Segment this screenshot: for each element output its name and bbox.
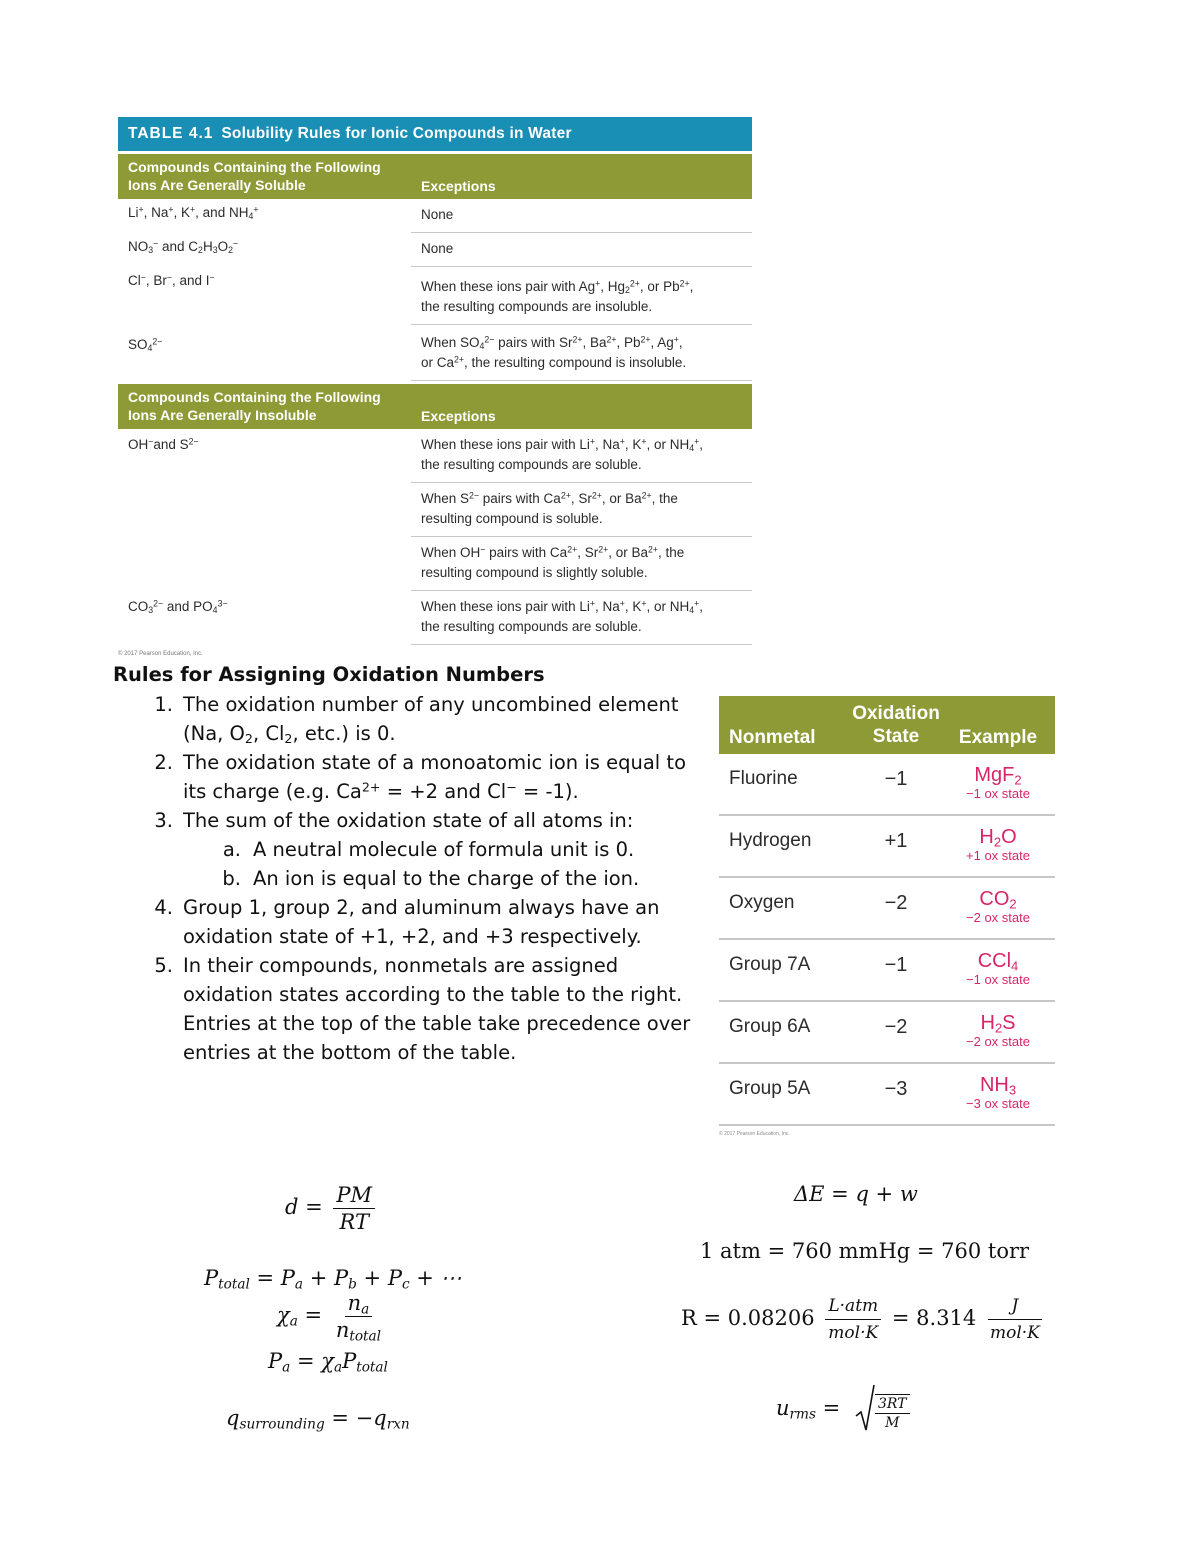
example-formula <box>941 888 1055 910</box>
sub-letter: b. <box>222 867 241 890</box>
table-row <box>118 591 752 645</box>
numerator: L·atm <box>825 1293 881 1320</box>
example-formula <box>941 764 1055 786</box>
nonmetal-name: Oxygen <box>729 892 795 913</box>
oxidation-state: −2 <box>884 1016 908 1038</box>
rule-text: The oxidation state of a monoatomic ion is equal to its charge (e.g. $Ca^{2+} = +2$ and Cl− = -1). <box>183 751 687 803</box>
formula-part: NH <box>979 1074 1009 1096</box>
rule-5-line: In their compounds, nonmetals are assigned <box>183 954 619 977</box>
ion-cell: $NO_3^-$ and $C_2H_3O_2^-$ <box>128 238 239 256</box>
nonmetal-name: Group 6A <box>729 1016 811 1037</box>
table-row <box>719 756 1055 816</box>
formula-part: CO <box>979 888 1010 910</box>
oxidation-state: +1 <box>884 830 908 852</box>
copyright-note: © 2017 Pearson Education, Inc. <box>719 1131 790 1137</box>
insoluble-header-line1: Compounds Containing the Following <box>128 389 381 405</box>
ion-cell: $CO_3^{2-}$ and $PO_4^{3-}$ <box>128 598 228 616</box>
table-row <box>719 880 1055 940</box>
rule-number: 2. <box>154 751 173 774</box>
table-title <box>118 117 752 151</box>
exception-cell: When these ions pair with Li+, Na+, K+, or $NH_4^+$, the resulting compounds are soluble. <box>411 591 752 645</box>
header-example: Example <box>958 727 1038 748</box>
exceptions-header: Exceptions <box>421 178 496 194</box>
example-cell <box>941 880 1055 938</box>
header-oxidation: Oxidation <box>852 703 940 724</box>
example-cell <box>941 942 1055 1000</box>
rms-speed-equation: $u_{rms}$ = $\frac{3RT}{M}$ <box>776 1384 910 1432</box>
exceptions-header: Exceptions <box>421 408 496 424</box>
ox-state-note: −1 ox state <box>966 786 1030 801</box>
ox-state-note: −2 ox state <box>966 1034 1030 1049</box>
soluble-header-line2: Ions Are Generally Soluble <box>128 177 306 193</box>
rule-text <box>183 893 703 951</box>
numerator: J <box>988 1293 1042 1320</box>
copyright-note: © 2017 Pearson Education, Inc. <box>118 651 203 657</box>
formula-part: H <box>980 1012 995 1034</box>
exception-cell: When these ions pair with Li+, Na+, K+, or $NH_4^+$, the resulting compounds are soluble. <box>411 429 752 483</box>
table-row <box>719 1066 1055 1126</box>
rule-5-line: Entries at the top of the table take precedence over <box>183 1012 691 1035</box>
formula-part: MgF <box>974 764 1015 786</box>
denominator: RT <box>339 1210 369 1234</box>
fraction <box>987 1293 1043 1346</box>
r-lhs: R = 0.08206 <box>681 1306 815 1330</box>
nonmetal-name: Fluorine <box>729 768 798 789</box>
density-equation <box>285 1182 379 1235</box>
rule-text: An ion is equal to the charge of the ion. <box>253 867 640 890</box>
example-formula <box>941 1012 1055 1034</box>
example-cell <box>941 756 1055 814</box>
rule-1-part: (Na, O <box>183 722 245 745</box>
formula-subscript: 2 <box>994 1020 1003 1036</box>
rule-5-line: entries at the bottom of the table. <box>183 1041 517 1064</box>
numerator: PM <box>333 1182 375 1209</box>
rule-1-part: , Cl <box>252 722 285 745</box>
rule-1-line1: The oxidation number of any uncombined element <box>183 693 679 716</box>
ox-state-note: −2 ox state <box>966 910 1030 925</box>
table-row <box>719 818 1055 878</box>
oxidation-state: −1 <box>884 768 908 790</box>
soluble-section-header <box>118 154 752 199</box>
formula-part: CCl <box>977 950 1012 972</box>
rule-4-line2: oxidation state of +1, +2, and +3 respectively. <box>183 925 642 948</box>
formula-part: H <box>979 826 994 848</box>
rule-number: 1. <box>154 693 173 716</box>
rule-2-part: = +2 and Cl <box>380 780 507 803</box>
list-item <box>113 864 703 893</box>
rules-title: Rules for Assigning Oxidation Numbers <box>113 663 545 686</box>
fraction <box>825 1293 881 1346</box>
table-number: TABLE 4.1 <box>128 125 214 142</box>
insoluble-header-line2: Ions Are Generally Insoluble <box>128 407 317 423</box>
list-item <box>113 806 703 835</box>
fraction: $\frac{n_a}{n_{total}}$ <box>335 1291 382 1345</box>
formula-part: O <box>1001 826 1017 848</box>
formula-subscript: 2 <box>1009 896 1017 912</box>
oxidation-state: −1 <box>884 954 908 976</box>
rule-text: A neutral molecule of formula unit is 0. <box>253 838 635 861</box>
exception-cell: When $SO_4^{2-}$ pairs with $Sr^{2+}$, $Ba^{2+}$, $Pb^{2+}$, Ag+, or $Ca^{2+}$, the resulting compound is insoluble. <box>411 325 752 381</box>
header-nonmetal: Nonmetal <box>729 727 816 748</box>
table-row <box>719 1004 1055 1064</box>
ox-state-note: +1 ox state <box>966 848 1030 863</box>
rule-4-line1: Group 1, group 2, and aluminum always have an <box>183 896 660 919</box>
partial-pressure-equation: $P_a = \chi_aP_{total}$ <box>268 1349 388 1376</box>
denominator: mol·K <box>828 1323 879 1343</box>
formula-subscript: 3 <box>1008 1082 1017 1098</box>
insoluble-section-header <box>118 384 752 429</box>
soluble-header-line1: Compounds Containing the Following <box>128 159 381 175</box>
table-row <box>118 233 752 267</box>
density-lhs: d = <box>285 1195 323 1219</box>
example-formula <box>941 1074 1055 1096</box>
header-oxidation-state <box>851 696 941 754</box>
ion-cell: Li+, Na+, K+, and $NH_4^+$ <box>128 204 259 222</box>
ion-cell: Cl−, Br−, and I− <box>128 272 215 288</box>
rule-2-part: its charge (e.g. Ca <box>183 780 362 803</box>
nonmetal-name: Hydrogen <box>729 830 812 851</box>
sub-letter: a. <box>222 838 241 861</box>
table-row <box>118 199 752 233</box>
rule-text: The oxidation number of any uncombined element (Na, $O_2$, $Cl_2$, etc.) is 0. <box>183 693 679 747</box>
oxidation-state: −3 <box>884 1078 908 1100</box>
formula-subscript: 4 <box>1011 958 1019 974</box>
mole-fraction-equation: $\chi_a$ = $\frac{n_a}{n_{total}}$ <box>277 1290 388 1343</box>
r-mid: = 8.314 <box>891 1306 977 1330</box>
formula-subscript: 2 <box>993 834 1002 850</box>
ion-cell: $SO_4^{2-}$ <box>128 336 163 354</box>
table-row <box>118 429 752 591</box>
nonmetal-name: Group 5A <box>729 1078 811 1099</box>
list-item <box>113 748 703 806</box>
list-item <box>113 893 703 951</box>
sqrt-icon <box>855 1384 875 1432</box>
fraction <box>875 1394 910 1432</box>
rule-number: 5. <box>154 954 173 977</box>
exception-cell: When these ions pair with Ag+, $Hg_2^{2+}$, or $Pb^{2+}$, the resulting compounds are insoluble. <box>411 267 752 325</box>
nonmetal-table-header <box>719 696 1055 754</box>
formula-subscript: 2 <box>1014 772 1022 788</box>
example-cell <box>941 1066 1055 1124</box>
rule-1-part: , etc.) is 0. <box>292 722 396 745</box>
example-cell <box>941 1004 1055 1062</box>
solubility-table <box>118 117 752 657</box>
exception-cell: When OH− pairs with $Ca^{2+}$, $Sr^{2+}$, or $Ba^{2+}$, the resulting compound is slightly soluble. <box>411 537 752 591</box>
exception-cell: None <box>411 199 752 233</box>
example-cell <box>941 818 1055 876</box>
denominator: mol·K <box>989 1323 1040 1343</box>
exception-cell: When $S^{2-}$ pairs with $Ca^{2+}$, $Sr^{2+}$, or $Ba^{2+}$, the resulting compound is soluble. <box>411 483 752 537</box>
table-row <box>118 325 752 381</box>
pressure-units: 1 atm = 760 mmHg = 760 torr <box>700 1239 1030 1263</box>
energy-equation: ΔE = q + w <box>794 1182 918 1206</box>
rule-text <box>183 951 703 1067</box>
table-title-text: Solubility Rules for Ionic Compounds in Water <box>221 125 572 142</box>
dalton-equation: $P_{total} = P_a + P_b + P_c$ + ⋯ <box>204 1266 462 1293</box>
table-row <box>118 267 752 325</box>
fraction <box>333 1182 375 1235</box>
rule-5-line: oxidation states according to the table to the right. <box>183 983 683 1006</box>
rule-number: 3. <box>154 809 173 832</box>
list-item <box>113 835 703 864</box>
exception-cell: None <box>411 233 752 267</box>
header-state: State <box>872 726 920 747</box>
gas-constant-equation <box>681 1293 1047 1346</box>
example-formula <box>941 950 1055 972</box>
list-item <box>113 690 703 748</box>
numerator: 3RT <box>875 1395 910 1414</box>
nonmetal-table <box>719 696 1055 1137</box>
heat-equation: $q_{surrounding} = -q_{rxn}$ <box>226 1406 410 1433</box>
rule-2-line1: The oxidation state of a monoatomic ion is equal to <box>183 751 687 774</box>
oxidation-state: −2 <box>884 892 908 914</box>
rule-2-part: = -1). <box>516 780 579 803</box>
rule-text: The sum of the oxidation state of all atoms in: <box>183 809 634 832</box>
nonmetal-table-body <box>719 756 1055 1126</box>
table-row <box>719 942 1055 1002</box>
denominator: M <box>885 1415 900 1431</box>
formula-part: S <box>1002 1012 1016 1034</box>
rule-number: 4. <box>154 896 173 919</box>
example-formula <box>941 826 1055 848</box>
ion-cell: OH−and $S^{2-}$ <box>128 436 199 452</box>
ox-state-note: −1 ox state <box>966 972 1030 987</box>
oxidation-rules <box>113 663 703 1067</box>
ox-state-note: −3 ox state <box>966 1096 1030 1111</box>
list-item <box>113 951 703 1067</box>
nonmetal-name: Group 7A <box>729 954 811 975</box>
